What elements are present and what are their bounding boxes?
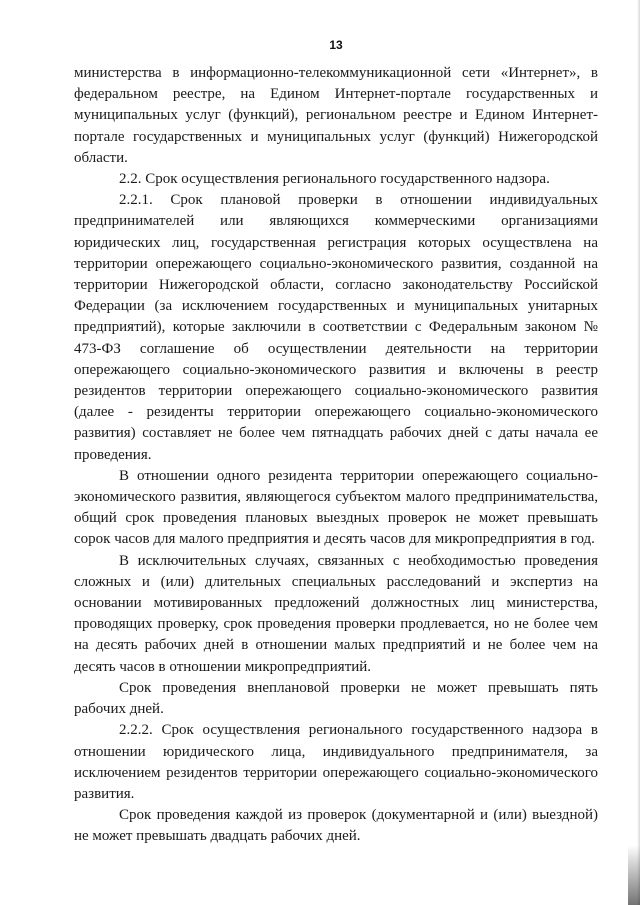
- paragraph-section-2-2: 2.2. Срок осуществления регионального государственного надзора.: [119, 171, 550, 188]
- paragraph-unscheduled-inspection: Срок проведения внеплановой проверки не может превышать пять рабочих дней.: [74, 679, 598, 718]
- paragraph-small-business-limit: В отношении одного резидента территории опережающего социально-экономического развития, являющегося субъектом малого предпринимательства, общий срок проведения плановых выездных проверок не может превышать сорок часов для малого предприятия и десять часов для микропредприятия в год.: [74, 467, 598, 548]
- paragraph-inspection-duration: Срок проведения каждой из проверок (документарной и (или) выездной) не может превышать двадцать рабочих дней.: [74, 807, 598, 845]
- document-body: [74, 63, 598, 848]
- paragraph-section-2-2-2: 2.2.2. Срок осуществления регионального государственного надзора в отношении юридического лица, индивидуального предпринимателя, за исключением резидентов территории опережающего социально-экономического развития.: [74, 722, 598, 802]
- scan-corner-shadow: [628, 845, 640, 905]
- paragraph-continuation: министерства в информационно-телекоммуникационной сети «Интернет», в федеральном реестре, на Едином Интернет-портале государственных и муниципальных услуг (функций), региональном реестре и Едином Интернет-портале государственных и муниципальных услуг (функций) Нижегородской области.: [74, 65, 598, 166]
- paragraph-section-2-2-1: 2.2.1. Срок плановой проверки в отношении индивидуальных предпринимателей или являющихся коммерческими организациями юридических лиц, государственная регистрация которых осуществлена на территории опережающего социально-экономического развития, созданной на территории Нижегородской области, согласно законодательству Российской Федерации (за исключением государственных и муниципальных унитарных предприятий), которые заключили в соответствии с Федеральным законом № 473-ФЗ соглашение об осуществлении деятельности на территории опережающего социально-экономического развития и включены в реестр резидентов территории опережающего социально-экономического развития (далее - резиденты территории опережающего социально-экономического развития) составляет не более чем пятнадцать рабочих дней с даты начала ее проведения.: [74, 192, 598, 463]
- page-number: 13: [329, 38, 343, 52]
- paragraph-exceptional-cases: В исключительных случаях, связанных с необходимостью проведения сложных и (или) длительных специальных расследований и экспертиз на основании мотивированных предложений должностных лиц министерства, проводящих проверку, срок проведения проверки продлевается, но не более чем на десять рабочих дней в отношении малых предприятий и не более чем на десять часов в отношении микропредприятий.: [74, 552, 598, 675]
